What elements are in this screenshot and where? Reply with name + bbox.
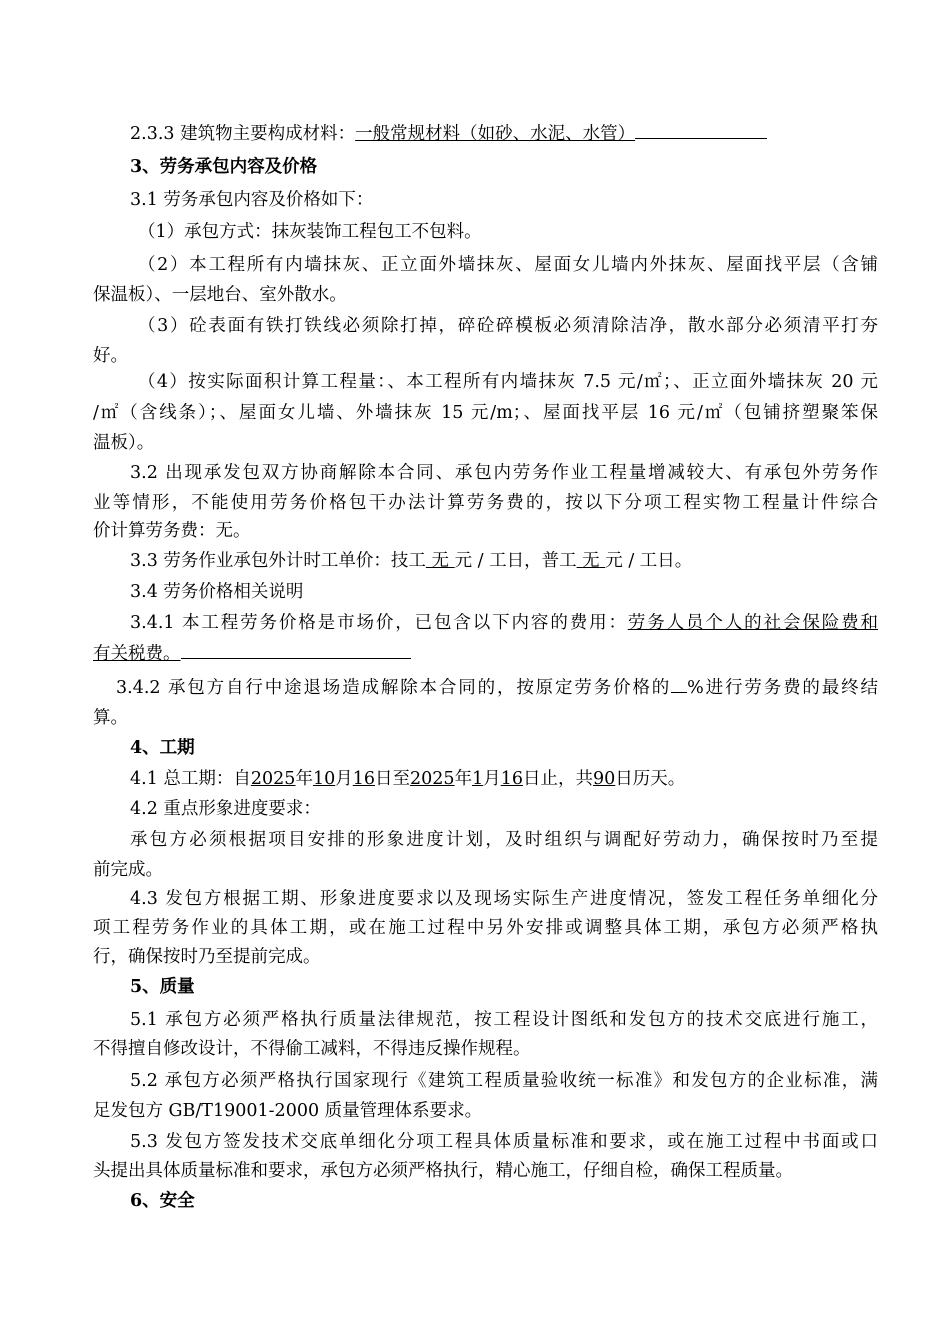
clause-5-2-line1: 5.2 承包方必须严格执行国家现行《建筑工程质量验收统一标准》和发包方的企业标准，满 bbox=[130, 1071, 878, 1091]
clause-3-1-1: （1）承包方式：抹灰装饰工程包工不包料。 bbox=[138, 222, 482, 242]
percent-blank bbox=[671, 674, 687, 693]
clause-3-3: 3.3 劳务作业承包外计时工单价：技工 无 元 / 工日，普工 无 元 / 工日。 bbox=[130, 551, 693, 571]
clause-3-4: 3.4 劳务价格相关说明 bbox=[130, 582, 304, 602]
clause-5-2-line2: 足发包方 GB/T19001-2000 质量管理体系要求。 bbox=[93, 1101, 483, 1121]
clause-3-1-3-line2: 好。 bbox=[93, 346, 128, 366]
end-month: 1 bbox=[472, 769, 484, 789]
fill-line bbox=[635, 120, 767, 139]
clause-3-2-line3: 价计算劳务费：无。 bbox=[93, 521, 251, 541]
clause-5-1-line2: 不得擅自修改设计，不得偷工减料，不得违反操作规程。 bbox=[93, 1039, 531, 1059]
general-worker-rate: 无 bbox=[582, 551, 600, 571]
start-year: 2025 bbox=[250, 769, 296, 789]
clause-3-4-1-line1: 3.4.1 本工程劳务价格是市场价，已包含以下内容的费用：劳务人员个人的社会保险费和 bbox=[130, 613, 878, 633]
end-year: 2025 bbox=[410, 769, 455, 789]
end-day: 16 bbox=[500, 769, 523, 789]
section-5-heading: 5、质量 bbox=[130, 977, 195, 997]
start-month: 10 bbox=[312, 769, 336, 789]
clause-3-2-line1: 3.2 出现承发包双方协商解除本合同、承包内劳务作业工程量增减较大、有承包外劳务作 bbox=[130, 463, 878, 483]
clause-3-1-4-line1: （4）按实际面积计算工程量：、本工程所有内墙抹灰 7.5 元/㎡；、正立面外墙抹灰 20 元 bbox=[138, 372, 878, 392]
clause-3-1: 3.1 劳务承包内容及价格如下： bbox=[130, 190, 374, 210]
clause-3-4-2-line2: 算。 bbox=[93, 708, 128, 728]
clause-5-3-line1: 5.3 发包方签发技术交底单细化分项工程具体质量标准和要求，或在施工过程中书面或口 bbox=[130, 1132, 878, 1152]
technician-rate: 无 bbox=[431, 551, 449, 571]
clause-4-3-line2: 项工程劳务作业的具体工期，或在施工过程中另外安排或调整具体工期，承包方必须严格执 bbox=[93, 918, 878, 938]
fill-line bbox=[181, 640, 411, 659]
clause-4-3-line3: 行，确保按时乃至提前完成。 bbox=[93, 947, 321, 967]
section-6-heading: 6、安全 bbox=[130, 1191, 195, 1211]
clause-3-1-4-line3: 温板）。 bbox=[93, 433, 155, 453]
section-3-heading: 3、劳务承包内容及价格 bbox=[130, 157, 318, 177]
clause-3-1-2-line2: 保温板）、一层地台、室外散水。 bbox=[93, 285, 347, 305]
clause-3-1-3-line1: （3）砼表面有铁打铁线必须除打掉，碎砼碎模板必须清除洁净，散水部分必须清平打夯 bbox=[138, 316, 878, 336]
clause-3-4-1-line2: 有关税费。 bbox=[93, 640, 878, 669]
clause-3-1-4-line2: /㎡（含线条）；、屋面女儿墙、外墙抹灰 15 元/m；、屋面找平层 16 元/㎡（包铺挤塑聚笨保 bbox=[93, 403, 878, 423]
clause-4-1: 4.1 总工期：自2025年10月16日至2025年1月16日止，共90日历天。 bbox=[130, 769, 686, 789]
clause-5-1-line1: 5.1 承包方必须严格执行质量法律规范，按工程设计图纸和发包方的技术交底进行施工， bbox=[130, 1010, 878, 1030]
total-days: 90 bbox=[592, 769, 616, 789]
clause-3-1-2-line1: （2）本工程所有内墙抹灰、正立面外墙抹灰、屋面女儿墙内外抹灰、屋面找平层（含铺 bbox=[138, 255, 878, 275]
materials-value: 一般常规材料（如砂、水泥、水管） bbox=[355, 124, 636, 144]
clause-3-4-2-line1: 3.4.2 承包方自行中途退场造成解除本合同的，按原定劳务价格的 %进行劳务费的最终结 bbox=[116, 674, 878, 703]
clause-5-3-line2: 头提出具体质量标准和要求，承包方必须严格执行，精心施工，仔细自检，确保工程质量。 bbox=[93, 1161, 793, 1181]
clause-4-2: 4.2 重点形象进度要求： bbox=[130, 799, 321, 819]
clause-4-2-body-line1: 承包方必须根据项目安排的形象进度计划，及时组织与调配好劳动力，确保按时乃至提 bbox=[130, 830, 878, 850]
clause-4-3-line1: 4.3 发包方根据工期、形象进度要求以及现场实际生产进度情况，签发工程任务单细化分 bbox=[130, 889, 878, 909]
clause-label: 2.3.3 建筑物主要构成材料： bbox=[130, 124, 356, 144]
section-4-heading: 4、工期 bbox=[130, 738, 195, 758]
clause-4-2-body-line2: 前完成。 bbox=[93, 860, 163, 880]
clause-3-2-line2: 业等情形，不能使用劳务价格包干办法计算劳务费的，按以下分项工程实物工程量计件综合 bbox=[93, 493, 878, 513]
start-day: 16 bbox=[352, 769, 376, 789]
clause-2-3-3 bbox=[130, 120, 878, 149]
